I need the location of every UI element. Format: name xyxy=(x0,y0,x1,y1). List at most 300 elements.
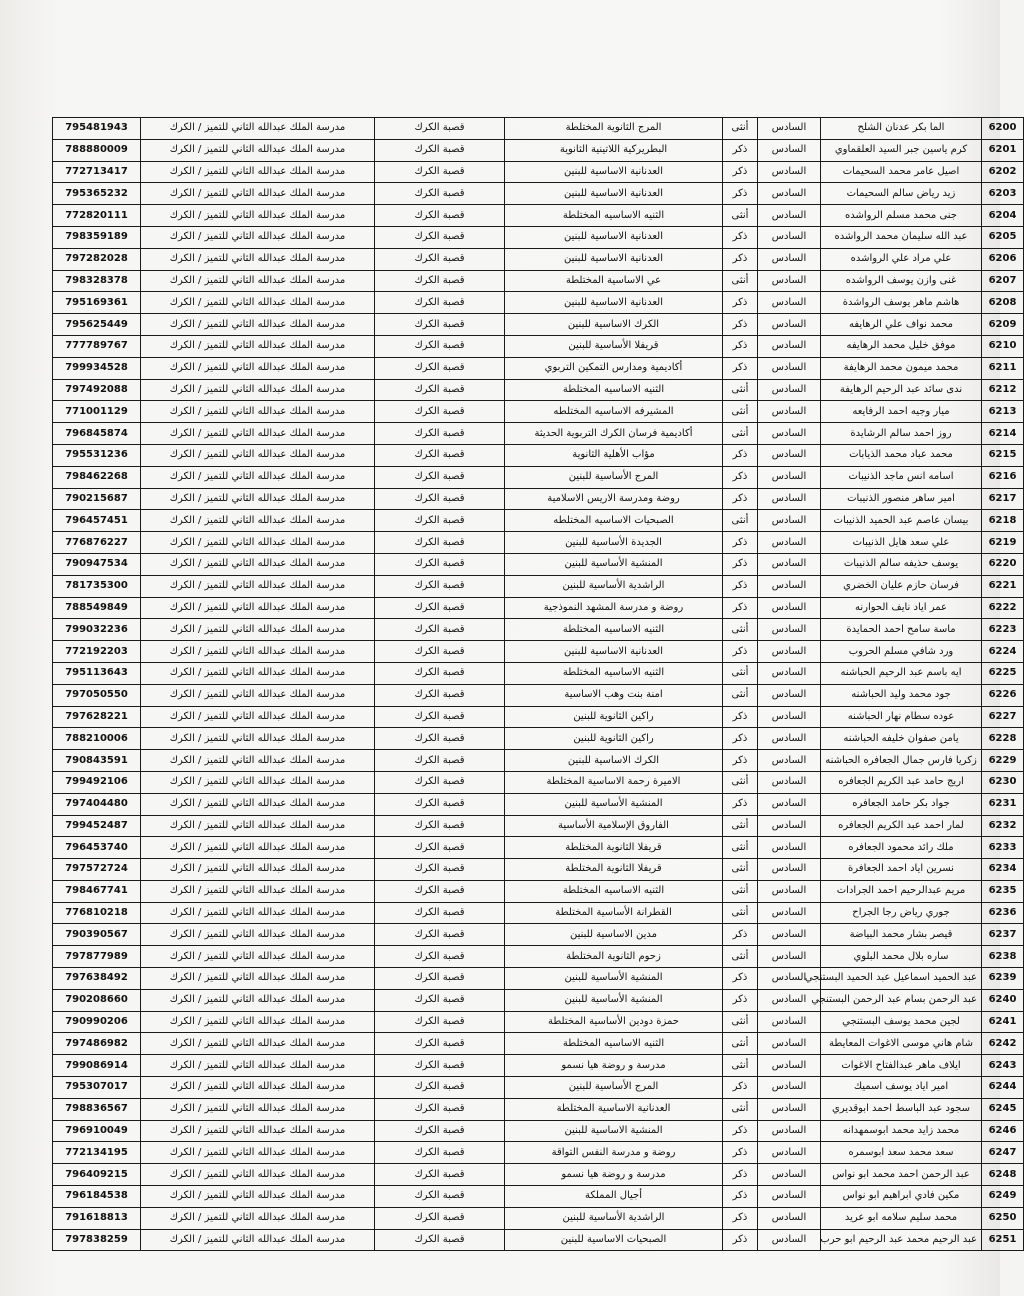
seat-number-cell: 6249 xyxy=(982,1186,1024,1208)
student-name-cell: علي مراد علي الرواشده xyxy=(821,248,982,270)
student-name-cell: عبد الحميد اسماعيل عبد الحميد البستنجي xyxy=(821,968,982,990)
school-cell: الاميرة رحمة الاساسية المختلطة xyxy=(505,771,723,793)
gender-cell: أنثى xyxy=(723,880,758,902)
student-name-cell: قيصر بشار محمد البياضة xyxy=(821,924,982,946)
grade-cell: السادس xyxy=(758,902,821,924)
student-name-cell: يامن صفوان خليفه الحباشنه xyxy=(821,728,982,750)
school-cell: الكرك الاساسية للبنين xyxy=(505,314,723,336)
phone-cell: 781735300 xyxy=(53,575,141,597)
grade-cell: السادس xyxy=(758,815,821,837)
phone-cell: 797838259 xyxy=(53,1229,141,1251)
exam-center-cell: مدرسة الملك عبدالله الثاني للتميز / الكرك xyxy=(141,139,375,161)
student-name-cell: محمد نواف علي الرهايفه xyxy=(821,314,982,336)
student-name-cell: عبد الرحمن احمد محمد ابو نواس xyxy=(821,1164,982,1186)
directorate-cell: قصبة الكرك xyxy=(375,292,505,314)
gender-cell: ذكر xyxy=(723,357,758,379)
directorate-cell: قصبة الكرك xyxy=(375,968,505,990)
grade-cell: السادس xyxy=(758,510,821,532)
table-row xyxy=(53,444,1024,466)
directorate-cell: قصبة الكرك xyxy=(375,662,505,684)
student-name-cell: اريج حامد عبد الكريم الجعافره xyxy=(821,771,982,793)
gender-cell: ذكر xyxy=(723,1142,758,1164)
grade-cell: السادس xyxy=(758,1207,821,1229)
exam-center-cell: مدرسة الملك عبدالله الثاني للتميز / الكرك xyxy=(141,1055,375,1077)
exam-center-cell: مدرسة الملك عبدالله الثاني للتميز / الكرك xyxy=(141,510,375,532)
gender-cell: ذكر xyxy=(723,750,758,772)
grade-cell: السادس xyxy=(758,379,821,401)
grade-cell: السادس xyxy=(758,1011,821,1033)
school-cell: قريفلا الأساسية للبنين xyxy=(505,335,723,357)
school-cell: العدنانية الاساسية للبنين xyxy=(505,226,723,248)
school-cell: الفاروق الإسلامية الأساسية xyxy=(505,815,723,837)
seat-number-cell: 6247 xyxy=(982,1142,1024,1164)
table-row xyxy=(53,1055,1024,1077)
directorate-cell: قصبة الكرك xyxy=(375,837,505,859)
gender-cell: أنثى xyxy=(723,1011,758,1033)
phone-cell: 797492088 xyxy=(53,379,141,401)
exam-center-cell: مدرسة الملك عبدالله الثاني للتميز / الكرك xyxy=(141,1033,375,1055)
grade-cell: السادس xyxy=(758,837,821,859)
exam-center-cell: مدرسة الملك عبدالله الثاني للتميز / الكرك xyxy=(141,1120,375,1142)
seat-number-cell: 6210 xyxy=(982,335,1024,357)
table-row xyxy=(53,205,1024,227)
table-row xyxy=(53,771,1024,793)
school-cell: العدنانية الاساسية للبنين xyxy=(505,248,723,270)
student-name-cell: غنى وازن يوسف الرواشده xyxy=(821,270,982,292)
seat-number-cell: 6200 xyxy=(982,118,1024,140)
directorate-cell: قصبة الكرك xyxy=(375,161,505,183)
school-cell: العدنانية الاساسية للبنين xyxy=(505,161,723,183)
exam-center-cell: مدرسة الملك عبدالله الثاني للتميز / الكرك xyxy=(141,924,375,946)
table-row xyxy=(53,401,1024,423)
exam-center-cell: مدرسة الملك عبدالله الثاني للتميز / الكرك xyxy=(141,684,375,706)
table-row xyxy=(53,619,1024,641)
gender-cell: ذكر xyxy=(723,553,758,575)
student-name-cell: الما بكر عدنان الشلح xyxy=(821,118,982,140)
table-row xyxy=(53,989,1024,1011)
seat-number-cell: 6251 xyxy=(982,1229,1024,1251)
school-cell: العدنانية الاساسية للبنين xyxy=(505,292,723,314)
exam-center-cell: مدرسة الملك عبدالله الثاني للتميز / الكرك xyxy=(141,314,375,336)
directorate-cell: قصبة الكرك xyxy=(375,379,505,401)
gender-cell: أنثى xyxy=(723,859,758,881)
directorate-cell: قصبة الكرك xyxy=(375,1207,505,1229)
student-name-cell: ورد شافي مسلم الحروب xyxy=(821,641,982,663)
grade-cell: السادس xyxy=(758,488,821,510)
directorate-cell: قصبة الكرك xyxy=(375,226,505,248)
exam-center-cell: مدرسة الملك عبدالله الثاني للتميز / الكرك xyxy=(141,968,375,990)
student-name-cell: امير ساهر منصور الذنيبات xyxy=(821,488,982,510)
directorate-cell: قصبة الكرك xyxy=(375,597,505,619)
phone-cell: 799934528 xyxy=(53,357,141,379)
phone-cell: 790215687 xyxy=(53,488,141,510)
table-row xyxy=(53,1098,1024,1120)
table-row xyxy=(53,859,1024,881)
school-cell: الثنيه الاساسيه المختلطة xyxy=(505,379,723,401)
grade-cell: السادس xyxy=(758,532,821,554)
student-name-cell: محمد زايد محمد ابوسمهدانه xyxy=(821,1120,982,1142)
exam-center-cell: مدرسة الملك عبدالله الثاني للتميز / الكرك xyxy=(141,662,375,684)
gender-cell: ذكر xyxy=(723,314,758,336)
directorate-cell: قصبة الكرك xyxy=(375,880,505,902)
seat-number-cell: 6215 xyxy=(982,444,1024,466)
directorate-cell: قصبة الكرك xyxy=(375,706,505,728)
directorate-cell: قصبة الكرك xyxy=(375,641,505,663)
grade-cell: السادس xyxy=(758,314,821,336)
seat-number-cell: 6248 xyxy=(982,1164,1024,1186)
grade-cell: السادس xyxy=(758,183,821,205)
directorate-cell: قصبة الكرك xyxy=(375,750,505,772)
school-cell: العدنانية الاساسية للبنين xyxy=(505,183,723,205)
gender-cell: ذكر xyxy=(723,597,758,619)
directorate-cell: قصبة الكرك xyxy=(375,118,505,140)
directorate-cell: قصبة الكرك xyxy=(375,1055,505,1077)
exam-center-cell: مدرسة الملك عبدالله الثاني للتميز / الكرك xyxy=(141,532,375,554)
gender-cell: ذكر xyxy=(723,968,758,990)
directorate-cell: قصبة الكرك xyxy=(375,553,505,575)
grade-cell: السادس xyxy=(758,1077,821,1099)
gender-cell: ذكر xyxy=(723,1120,758,1142)
grade-cell: السادس xyxy=(758,139,821,161)
table-row xyxy=(53,183,1024,205)
student-name-cell: جواد بكر حامد الجعافره xyxy=(821,793,982,815)
table-row xyxy=(53,379,1024,401)
grade-cell: السادس xyxy=(758,292,821,314)
grade-cell: السادس xyxy=(758,466,821,488)
phone-cell: 796910049 xyxy=(53,1120,141,1142)
gender-cell: أنثى xyxy=(723,771,758,793)
grade-cell: السادس xyxy=(758,706,821,728)
school-cell: الثنيه الاساسيه المختلطة xyxy=(505,1033,723,1055)
exam-center-cell: مدرسة الملك عبدالله الثاني للتميز / الكرك xyxy=(141,728,375,750)
grade-cell: السادس xyxy=(758,1186,821,1208)
grade-cell: السادس xyxy=(758,1164,821,1186)
school-cell: راكين الثانوية للبنين xyxy=(505,728,723,750)
student-name-cell: ميار وجيه احمد الرفايعه xyxy=(821,401,982,423)
exam-center-cell: مدرسة الملك عبدالله الثاني للتميز / الكرك xyxy=(141,619,375,641)
exam-center-cell: مدرسة الملك عبدالله الثاني للتميز / الكرك xyxy=(141,444,375,466)
phone-cell: 797638492 xyxy=(53,968,141,990)
gender-cell: ذكر xyxy=(723,706,758,728)
exam-center-cell: مدرسة الملك عبدالله الثاني للتميز / الكرك xyxy=(141,880,375,902)
directorate-cell: قصبة الكرك xyxy=(375,1077,505,1099)
phone-cell: 790990206 xyxy=(53,1011,141,1033)
table-row xyxy=(53,532,1024,554)
grade-cell: السادس xyxy=(758,575,821,597)
gender-cell: ذكر xyxy=(723,226,758,248)
school-cell: الراشدية الأساسية للبنين xyxy=(505,1207,723,1229)
exam-center-cell: مدرسة الملك عبدالله الثاني للتميز / الكرك xyxy=(141,902,375,924)
exam-center-cell: مدرسة الملك عبدالله الثاني للتميز / الكرك xyxy=(141,597,375,619)
table-row xyxy=(53,684,1024,706)
seat-number-cell: 6222 xyxy=(982,597,1024,619)
grade-cell: السادس xyxy=(758,728,821,750)
school-cell: الكرك الاساسية للبنين xyxy=(505,750,723,772)
exam-center-cell: مدرسة الملك عبدالله الثاني للتميز / الكرك xyxy=(141,837,375,859)
exam-center-cell: مدرسة الملك عبدالله الثاني للتميز / الكرك xyxy=(141,118,375,140)
gender-cell: ذكر xyxy=(723,488,758,510)
seat-number-cell: 6242 xyxy=(982,1033,1024,1055)
student-name-cell: عبد الله سليمان محمد الرواشده xyxy=(821,226,982,248)
table-row xyxy=(53,314,1024,336)
school-cell: العدنانية الاساسية للبنين xyxy=(505,641,723,663)
exam-center-cell: مدرسة الملك عبدالله الثاني للتميز / الكرك xyxy=(141,859,375,881)
student-name-cell: مكين فادي ابراهيم ابو نواس xyxy=(821,1186,982,1208)
phone-cell: 796409215 xyxy=(53,1164,141,1186)
student-name-cell: اسامه انس ماجد الذنيبات xyxy=(821,466,982,488)
directorate-cell: قصبة الكرك xyxy=(375,488,505,510)
table-row xyxy=(53,1120,1024,1142)
school-cell: الصبحيات الاساسية للبنين xyxy=(505,1229,723,1251)
phone-cell: 798359189 xyxy=(53,226,141,248)
exam-center-cell: مدرسة الملك عبدالله الثاني للتميز / الكرك xyxy=(141,379,375,401)
table-row xyxy=(53,1011,1024,1033)
gender-cell: ذكر xyxy=(723,335,758,357)
table-row xyxy=(53,1142,1024,1164)
exam-center-cell: مدرسة الملك عبدالله الثاني للتميز / الكرك xyxy=(141,815,375,837)
exam-center-cell: مدرسة الملك عبدالله الثاني للتميز / الكرك xyxy=(141,270,375,292)
phone-cell: 798328378 xyxy=(53,270,141,292)
table-row xyxy=(53,423,1024,445)
directorate-cell: قصبة الكرك xyxy=(375,684,505,706)
grade-cell: السادس xyxy=(758,641,821,663)
school-cell: زحوم الثانوية المختلطة xyxy=(505,946,723,968)
seat-number-cell: 6216 xyxy=(982,466,1024,488)
seat-number-cell: 6208 xyxy=(982,292,1024,314)
seat-number-cell: 6217 xyxy=(982,488,1024,510)
grade-cell: السادس xyxy=(758,1098,821,1120)
phone-cell: 795365232 xyxy=(53,183,141,205)
seat-number-cell: 6231 xyxy=(982,793,1024,815)
gender-cell: ذكر xyxy=(723,466,758,488)
seat-number-cell: 6204 xyxy=(982,205,1024,227)
table-row xyxy=(53,1186,1024,1208)
exam-center-cell: مدرسة الملك عبدالله الثاني للتميز / الكرك xyxy=(141,946,375,968)
grade-cell: السادس xyxy=(758,924,821,946)
directorate-cell: قصبة الكرك xyxy=(375,575,505,597)
phone-cell: 798836567 xyxy=(53,1098,141,1120)
gender-cell: ذكر xyxy=(723,575,758,597)
school-cell: المنشية الأساسية للبنين xyxy=(505,989,723,1011)
school-cell: أكاديمية ومدارس التمكين التربوي xyxy=(505,357,723,379)
seat-number-cell: 6239 xyxy=(982,968,1024,990)
phone-cell: 799452487 xyxy=(53,815,141,837)
seat-number-cell: 6244 xyxy=(982,1077,1024,1099)
school-cell: قريفلا الثانوية المختلطة xyxy=(505,859,723,881)
table-row xyxy=(53,270,1024,292)
table-row xyxy=(53,793,1024,815)
exam-center-cell: مدرسة الملك عبدالله الثاني للتميز / الكرك xyxy=(141,1077,375,1099)
grade-cell: السادس xyxy=(758,1120,821,1142)
gender-cell: ذكر xyxy=(723,641,758,663)
table-row xyxy=(53,597,1024,619)
student-name-cell: علي سعد هايل الذنيبات xyxy=(821,532,982,554)
phone-cell: 791618813 xyxy=(53,1207,141,1229)
table-row xyxy=(53,575,1024,597)
directorate-cell: قصبة الكرك xyxy=(375,1229,505,1251)
phone-cell: 797050550 xyxy=(53,684,141,706)
gender-cell: أنثى xyxy=(723,118,758,140)
student-name-cell: شام هاني موسى الاغوات المعايطة xyxy=(821,1033,982,1055)
school-cell: المنشية الاساسية للبنين xyxy=(505,1120,723,1142)
gender-cell: أنثى xyxy=(723,684,758,706)
directorate-cell: قصبة الكرك xyxy=(375,248,505,270)
grade-cell: السادس xyxy=(758,1229,821,1251)
table-row xyxy=(53,488,1024,510)
exam-center-cell: مدرسة الملك عبدالله الثاني للتميز / الكرك xyxy=(141,292,375,314)
grade-cell: السادس xyxy=(758,750,821,772)
gender-cell: ذكر xyxy=(723,989,758,1011)
grade-cell: السادس xyxy=(758,880,821,902)
gender-cell: أنثى xyxy=(723,510,758,532)
exam-center-cell: مدرسة الملك عبدالله الثاني للتميز / الكرك xyxy=(141,357,375,379)
student-roster-table xyxy=(52,117,1024,1251)
directorate-cell: قصبة الكرك xyxy=(375,205,505,227)
gender-cell: ذكر xyxy=(723,1229,758,1251)
directorate-cell: قصبة الكرك xyxy=(375,771,505,793)
gender-cell: أنثى xyxy=(723,662,758,684)
grade-cell: السادس xyxy=(758,793,821,815)
gender-cell: أنثى xyxy=(723,270,758,292)
grade-cell: السادس xyxy=(758,401,821,423)
exam-center-cell: مدرسة الملك عبدالله الثاني للتميز / الكرك xyxy=(141,793,375,815)
student-name-cell: سعد محمد سعد ابوسمره xyxy=(821,1142,982,1164)
seat-number-cell: 6245 xyxy=(982,1098,1024,1120)
gender-cell: ذكر xyxy=(723,1186,758,1208)
school-cell: المرج الثانوية المختلطة xyxy=(505,118,723,140)
directorate-cell: قصبة الكرك xyxy=(375,510,505,532)
school-cell: مؤاب الأهلية الثانوية xyxy=(505,444,723,466)
table-row xyxy=(53,357,1024,379)
phone-cell: 772192203 xyxy=(53,641,141,663)
table-row xyxy=(53,1033,1024,1055)
table-row xyxy=(53,880,1024,902)
seat-number-cell: 6230 xyxy=(982,771,1024,793)
student-name-cell: مريم عبدالرحيم احمد الجرادات xyxy=(821,880,982,902)
grade-cell: السادس xyxy=(758,161,821,183)
student-name-cell: ملك رائد محمود الجعافره xyxy=(821,837,982,859)
exam-center-cell: مدرسة الملك عبدالله الثاني للتميز / الكرك xyxy=(141,1098,375,1120)
table-row xyxy=(53,1164,1024,1186)
directorate-cell: قصبة الكرك xyxy=(375,728,505,750)
exam-center-cell: مدرسة الملك عبدالله الثاني للتميز / الكرك xyxy=(141,488,375,510)
table-row xyxy=(53,335,1024,357)
phone-cell: 798467741 xyxy=(53,880,141,902)
grade-cell: السادس xyxy=(758,771,821,793)
seat-number-cell: 6203 xyxy=(982,183,1024,205)
student-name-cell: زيد رياض سالم السحيمات xyxy=(821,183,982,205)
gender-cell: ذكر xyxy=(723,248,758,270)
directorate-cell: قصبة الكرك xyxy=(375,924,505,946)
school-cell: أكاديمية فرسان الكرك التربوية الحديثة xyxy=(505,423,723,445)
school-cell: مدين الاساسية للبنين xyxy=(505,924,723,946)
directorate-cell: قصبة الكرك xyxy=(375,444,505,466)
exam-center-cell: مدرسة الملك عبدالله الثاني للتميز / الكرك xyxy=(141,1164,375,1186)
table-row xyxy=(53,292,1024,314)
student-name-cell: عبد الرحيم محمد عبد الرحيم ابو حرب xyxy=(821,1229,982,1251)
grade-cell: السادس xyxy=(758,553,821,575)
phone-cell: 795531236 xyxy=(53,444,141,466)
student-name-cell: لجين محمد يوسف البستنجي xyxy=(821,1011,982,1033)
student-name-cell: ندى سائد عبد الرحيم الرهايفة xyxy=(821,379,982,401)
gender-cell: أنثى xyxy=(723,205,758,227)
phone-cell: 797404480 xyxy=(53,793,141,815)
school-cell: روضة ومدرسة الاريس الاسلامية xyxy=(505,488,723,510)
grade-cell: السادس xyxy=(758,226,821,248)
student-name-cell: زكريا فارس جمال الجعافره الحباشنه xyxy=(821,750,982,772)
seat-number-cell: 6209 xyxy=(982,314,1024,336)
phone-cell: 776810218 xyxy=(53,902,141,924)
table-row xyxy=(53,706,1024,728)
directorate-cell: قصبة الكرك xyxy=(375,989,505,1011)
student-name-cell: يوسف حذيفه سالم الذنيبات xyxy=(821,553,982,575)
gender-cell: أنثى xyxy=(723,423,758,445)
exam-center-cell: مدرسة الملك عبدالله الثاني للتميز / الكرك xyxy=(141,335,375,357)
student-name-cell: عبد الرحمن بسام عبد الرحمن البستنجي xyxy=(821,989,982,1011)
table-row xyxy=(53,968,1024,990)
seat-number-cell: 6205 xyxy=(982,226,1024,248)
seat-number-cell: 6225 xyxy=(982,662,1024,684)
grade-cell: السادس xyxy=(758,205,821,227)
grade-cell: السادس xyxy=(758,619,821,641)
table-row xyxy=(53,1207,1024,1229)
seat-number-cell: 6206 xyxy=(982,248,1024,270)
exam-center-cell: مدرسة الملك عبدالله الثاني للتميز / الكرك xyxy=(141,989,375,1011)
school-cell: المشيرفه الاساسيه المختلطه xyxy=(505,401,723,423)
gender-cell: أنثى xyxy=(723,401,758,423)
table-row xyxy=(53,662,1024,684)
school-cell: الثنيه الاساسيه المختلطة xyxy=(505,619,723,641)
phone-cell: 790843591 xyxy=(53,750,141,772)
student-name-cell: سجود عبد الباسط احمد ابوقديري xyxy=(821,1098,982,1120)
phone-cell: 795625449 xyxy=(53,314,141,336)
directorate-cell: قصبة الكرك xyxy=(375,335,505,357)
gender-cell: ذكر xyxy=(723,728,758,750)
gender-cell: ذكر xyxy=(723,793,758,815)
phone-cell: 799492106 xyxy=(53,771,141,793)
table-row xyxy=(53,510,1024,532)
phone-cell: 798462268 xyxy=(53,466,141,488)
phone-cell: 788210006 xyxy=(53,728,141,750)
phone-cell: 795481943 xyxy=(53,118,141,140)
directorate-cell: قصبة الكرك xyxy=(375,357,505,379)
directorate-cell: قصبة الكرك xyxy=(375,1120,505,1142)
grade-cell: السادس xyxy=(758,1055,821,1077)
gender-cell: ذكر xyxy=(723,1207,758,1229)
school-cell: روضة و مدرسة المشهد النموذجية xyxy=(505,597,723,619)
table-row xyxy=(53,161,1024,183)
table-row xyxy=(53,750,1024,772)
gender-cell: أنثى xyxy=(723,837,758,859)
student-name-cell: محمد عباد محمد الذيابات xyxy=(821,444,982,466)
grade-cell: السادس xyxy=(758,1142,821,1164)
phone-cell: 795113643 xyxy=(53,662,141,684)
phone-cell: 796453740 xyxy=(53,837,141,859)
student-name-cell: عوده سطام نهار الحباشنه xyxy=(821,706,982,728)
phone-cell: 796184538 xyxy=(53,1186,141,1208)
directorate-cell: قصبة الكرك xyxy=(375,423,505,445)
phone-cell: 799086914 xyxy=(53,1055,141,1077)
exam-center-cell: مدرسة الملك عبدالله الثاني للتميز / الكرك xyxy=(141,553,375,575)
school-cell: المنشية الأساسية للبنين xyxy=(505,968,723,990)
grade-cell: السادس xyxy=(758,335,821,357)
gender-cell: أنثى xyxy=(723,946,758,968)
student-name-cell: اصيل عامر محمد السحيمات xyxy=(821,161,982,183)
table-row xyxy=(53,139,1024,161)
seat-number-cell: 6243 xyxy=(982,1055,1024,1077)
gender-cell: أنثى xyxy=(723,902,758,924)
seat-number-cell: 6202 xyxy=(982,161,1024,183)
